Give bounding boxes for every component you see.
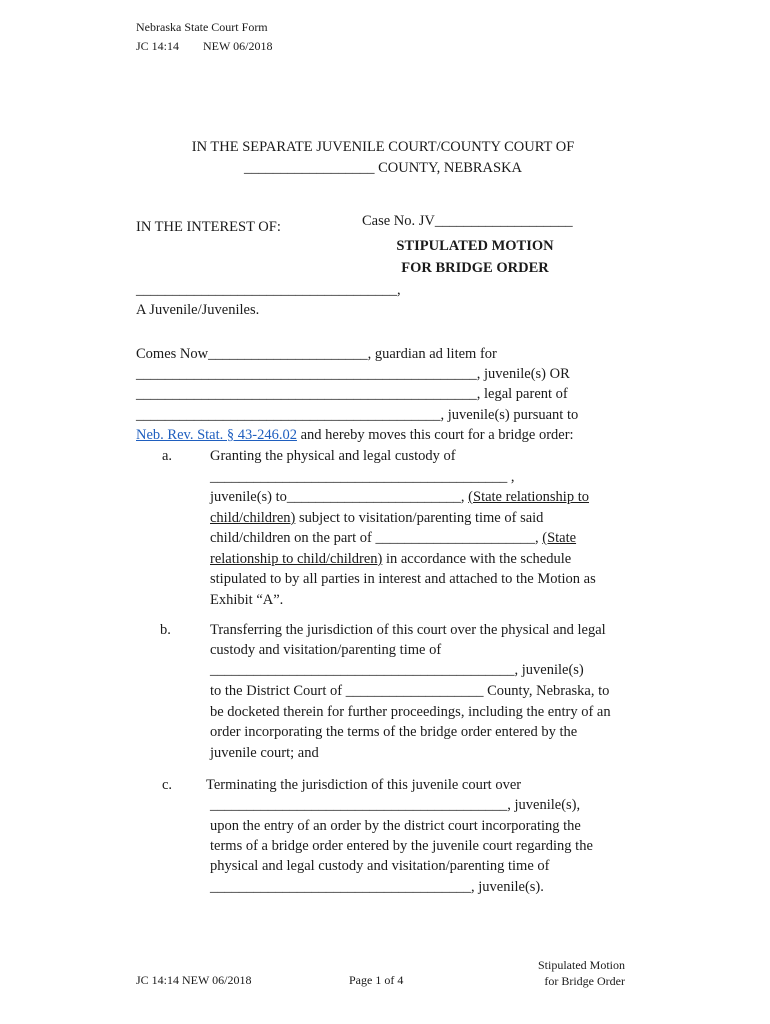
item-b-line-4: to the District Court of ___________________ County, Nebraska, to — [210, 683, 610, 699]
item-a-line-8: Exhibit “A”. — [210, 592, 284, 608]
footer-title-line1: Stipulated Motion — [538, 958, 625, 972]
footer-form-date: NEW 06/2018 — [182, 973, 252, 987]
court-heading-line1: IN THE SEPARATE JUVENILE COURT/COUNTY COURT OF — [191, 139, 575, 155]
footer-form-code: JC 14:14 — [136, 973, 180, 987]
body-line-5 — [136, 427, 574, 444]
item-a-part-of: child/children on the part of — [210, 530, 376, 546]
county-blank: __________________ — [243, 160, 375, 176]
item-a-line-4 — [210, 510, 543, 527]
header-form-label — [136, 20, 268, 35]
item-a-line-3 — [210, 489, 589, 506]
gal-text: , guardian ad litem for — [367, 346, 497, 362]
header-form-date: NEW 06/2018 — [203, 39, 273, 53]
case-number — [362, 213, 573, 230]
item-a-line-2: _________________________________________ , — [210, 469, 515, 485]
header-form-type: State Court Form — [184, 20, 268, 34]
item-a-relationship-note-end: child/children) — [210, 510, 296, 526]
item-a-juvenile-to: juvenile(s) to — [210, 489, 287, 505]
court-heading-line2 — [0, 160, 766, 177]
moves-text: and hereby moves this court for a bridge order: — [296, 427, 574, 443]
item-a-state-note-end: relationship to child/children) — [210, 551, 383, 567]
legal-parent-text: , legal parent of — [476, 386, 568, 402]
item-b-line-3: __________________________________________, juvenile(s) — [210, 662, 584, 678]
case-no-label: Case No. JV — [362, 213, 435, 229]
juvenile-or-text: , juvenile(s) OR — [476, 366, 570, 382]
case-no-blank: ___________________ — [434, 213, 573, 229]
page-number: Page 1 of 4 — [349, 973, 404, 987]
item-a-relationship-note: (State relationship to — [468, 489, 589, 505]
item-c-line-6: ____________________________________, juvenile(s). — [210, 879, 544, 895]
juvenile-blank-2: __________________________________________ — [136, 407, 441, 423]
header-form-id-line — [136, 39, 272, 54]
item-c-line-3: upon the entry of an order by the district court incorporating the — [210, 818, 581, 834]
statute-link[interactable]: Neb. Rev. Stat. § 43-246.02 — [136, 427, 297, 443]
item-a-line-7: stipulated to by all parties in interest and attached to the Motion as — [210, 571, 596, 587]
body-line-1 — [136, 346, 497, 363]
item-b-line-7: juvenile court; and — [210, 745, 319, 761]
juvenile-label: A Juvenile/Juveniles. — [136, 302, 260, 318]
item-c-line-5: physical and legal custody and visitation/parenting time of — [210, 858, 550, 874]
juvenile-blank: _______________________________________________ — [136, 366, 477, 382]
header-form-id: JC 14:14 — [136, 39, 180, 53]
item-a-parent-blank: ______________________, — [375, 530, 543, 546]
gal-blank: ______________________ — [208, 346, 368, 362]
body-line-3 — [136, 386, 568, 403]
pursuant-text: , juvenile(s) pursuant to — [440, 407, 579, 423]
item-a-line-1: Granting the physical and legal custody of — [210, 448, 456, 464]
footer-form-id — [136, 973, 251, 988]
parent-blank: _______________________________________________ — [136, 386, 477, 402]
item-b-line-6: order incorporating the terms of the bridge order entered by the — [210, 724, 578, 740]
item-a-custodian-blank: ________________________, — [286, 489, 469, 505]
item-b-line-5: be docketed therein for further proceedings, including the entry of an — [210, 704, 611, 720]
motion-title-line2: FOR BRIDGE ORDER — [401, 260, 549, 276]
item-b-letter: b. — [160, 622, 171, 638]
body-line-2 — [136, 366, 570, 383]
item-a-letter: a. — [162, 448, 173, 464]
footer-title-line2: for Bridge Order — [544, 974, 625, 988]
item-a-schedule-text: in accordance with the schedule — [382, 551, 572, 567]
item-a-visitation-text: subject to visitation/parenting time of said — [295, 510, 544, 526]
item-b-line-2: custody and visitation/parenting time of — [210, 642, 442, 658]
body-line-4 — [136, 407, 578, 424]
header-state: Nebraska — [136, 20, 182, 34]
interest-of-label: IN THE INTEREST OF: — [136, 219, 281, 235]
item-c-letter: c. — [162, 777, 173, 793]
motion-title-line1: STIPULATED MOTION — [396, 238, 554, 254]
item-c-line-4: terms of a bridge order entered by the juvenile court regarding the — [210, 838, 593, 854]
item-a-state-note: (State — [542, 530, 577, 546]
item-a-line-5 — [210, 530, 576, 547]
item-c-line-1: Terminating the jurisdiction of this juvenile court over — [206, 777, 522, 793]
item-b-line-1: Transferring the jurisdiction of this court over the physical and legal — [210, 622, 606, 638]
item-a-line-6 — [210, 551, 571, 568]
comes-now: Comes Now — [136, 346, 209, 362]
juvenile-name-blank: ____________________________________, — [136, 282, 401, 298]
county-text: COUNTY, NEBRASKA — [374, 160, 523, 176]
item-c-line-2: _________________________________________, juvenile(s), — [210, 797, 581, 813]
